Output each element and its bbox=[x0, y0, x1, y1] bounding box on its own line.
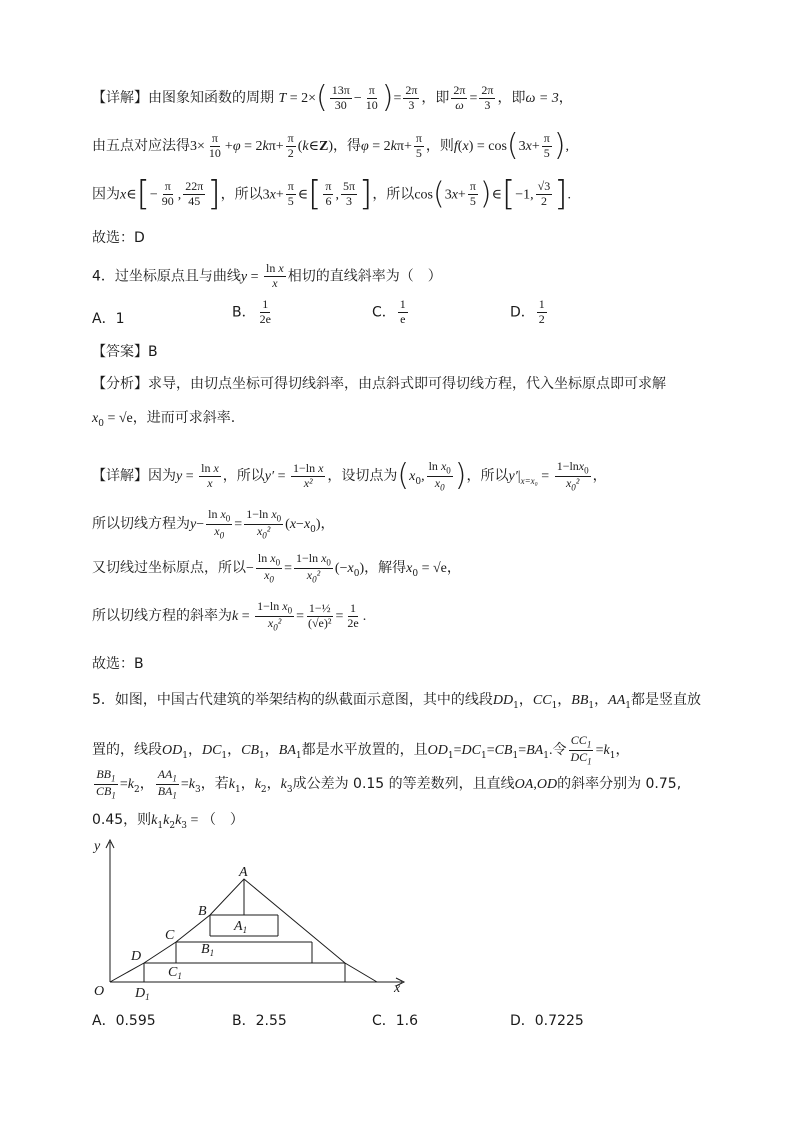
q4-analysis: 【分析】求导，由切点坐标可得切线斜率，由点斜式即可得切线方程，代入坐标原点即可求解 bbox=[92, 376, 666, 392]
q4-detail-3: 又切线过坐标原点，所以− $\frac{\ln x_0}{x_0}$ = $\frac{1-\ln x_0}{x_0^2}$ $(-x_0)$，解得$x_0 = √e$， bbox=[92, 551, 461, 585]
detail-text: 由图象知函数的周期 bbox=[148, 90, 274, 106]
q4-answer-2: 故选：B bbox=[92, 656, 144, 672]
q4-detail-1: 【详解】因为y = $\frac{\text{ln x}}{x}$ ，所以y′ = $\frac{\text{1−ln x}}{\text{x²}}$ ，设切点为($x_0$, $\frac{\ln x_0}{x_0}$ )，所以$y'|_{x=x_0}$ = $\frac{1-\ln x_0}{x_0^2}$ ， bbox=[92, 458, 607, 493]
q4-option-a: A．1 bbox=[92, 311, 125, 327]
roof-structure-figure bbox=[90, 832, 420, 1002]
q5-option-b: B．2.55 bbox=[232, 1013, 287, 1029]
label-c: C bbox=[165, 928, 175, 943]
q4-stem: 4．过坐标原点且与曲线y = $\frac{\text{ln x}}{x}$ 相切的直线斜率为（ ） bbox=[92, 261, 442, 290]
label-c1: $C_1$ bbox=[168, 965, 182, 981]
label-d1: $D_1$ bbox=[135, 986, 150, 1002]
label-x: x bbox=[394, 981, 401, 996]
label-a1: $A_1$ bbox=[234, 919, 248, 935]
period-formula: T bbox=[278, 91, 287, 106]
label-d: D bbox=[131, 949, 142, 964]
q4-answer: 【答案】B bbox=[92, 344, 158, 360]
q5-stem-3: $\frac{BB_1}{CB_1}$ $=k_2$， $\frac{AA_1}{BA_1}$ $=k_3$，若$k_1$，$k_2$，$k_3$成公差为 0.15 的等差数列，且直线OA,OD的斜率分别为 0.75, bbox=[96, 767, 682, 801]
q5-stem-2: 置的，线段$OD_1$，$DC_1$，$CB_1$，$BA_1$都是水平放置的，且$OD_1=DC_1=CB_1=BA_1$.令 $\frac{CC_1}{DC_1}$ $=k_1$， bbox=[92, 733, 630, 767]
q3-detail-line2: 由五点对应法得3× $\frac{\pi}{10}$ +φ = 2kπ+ $\frac{\pi}{2}$ (k∈Z)，得φ = 2kπ+ $\frac{\pi}{5}$ ，则f(x) = cos(3x+ $\frac{\pi}{5}$ ), bbox=[92, 128, 570, 163]
label-a: A bbox=[239, 865, 248, 880]
q3-detail-line1: 【详解】由图象知函数的周期 T = 2×( $\frac{13\pi}{30}$ − $\frac{\pi}{10}$ )= $\frac{2\pi}{3}$ ，即 $\frac{2\pi}{\omega}$ = $\frac{2\pi}{3}$ ，即ω = 3， bbox=[92, 80, 573, 115]
q4-detail-4: 所以切线方程的斜率为k = $\frac{1-\ln x_0}{x_0^2}$ = $\frac{\text{1−½}}{\text{(√e)²}}$ = $\frac{1}{2e}$ . bbox=[92, 599, 367, 633]
q5-option-c: C．1.6 bbox=[372, 1013, 419, 1029]
q5-option-a: A．0.595 bbox=[92, 1013, 156, 1029]
label-y: y bbox=[94, 839, 101, 854]
q3-answer: 故选：D bbox=[92, 230, 145, 246]
q5-stem-4: 0.45，则$k_1k_2k_3$ = （ ） bbox=[92, 812, 244, 831]
label-b: B bbox=[198, 904, 207, 919]
q5-option-d: D．0.7225 bbox=[510, 1013, 584, 1029]
q5-stem-1: 5．如图，中国古代建筑的举架结构的纵截面示意图，其中的线段$DD_1$，$CC_1$，$BB_1$，$AA_1$都是竖直放 bbox=[92, 692, 701, 711]
q4-option-d: D． $\frac{1}{2}$ bbox=[510, 297, 545, 326]
label-o: O bbox=[94, 984, 105, 999]
q4-detail-2: 所以切线方程为y− $\frac{\ln x_0}{x_0}$ = $\frac{1-\ln x_0}{x_0^2}$ $(x-x_0)$， bbox=[92, 507, 335, 541]
q3-detail-line3: 因为x∈[− $\frac{\pi}{90}$ , $\frac{22\pi}{45}$ ]，所以3x+ $\frac{\pi}{5}$ ∈[ $\frac{\pi}{6}$ , $\frac{5\pi}{3}$ ]，所以cos(3x+ $\frac{\pi}{5}$ )∈[−1, $\frac{√3}{2}$ ]. bbox=[92, 174, 572, 214]
label-b1: $B_1$ bbox=[201, 942, 215, 958]
detail-tag: 【详解】 bbox=[92, 90, 148, 106]
q4-option-b: B． $\frac{1}{2e}$ bbox=[232, 297, 271, 326]
q4-option-c: C． $\frac{1}{e}$ bbox=[372, 297, 406, 326]
q4-analysis-2: $x_0 = √e$，进而可求斜率. bbox=[92, 410, 236, 429]
